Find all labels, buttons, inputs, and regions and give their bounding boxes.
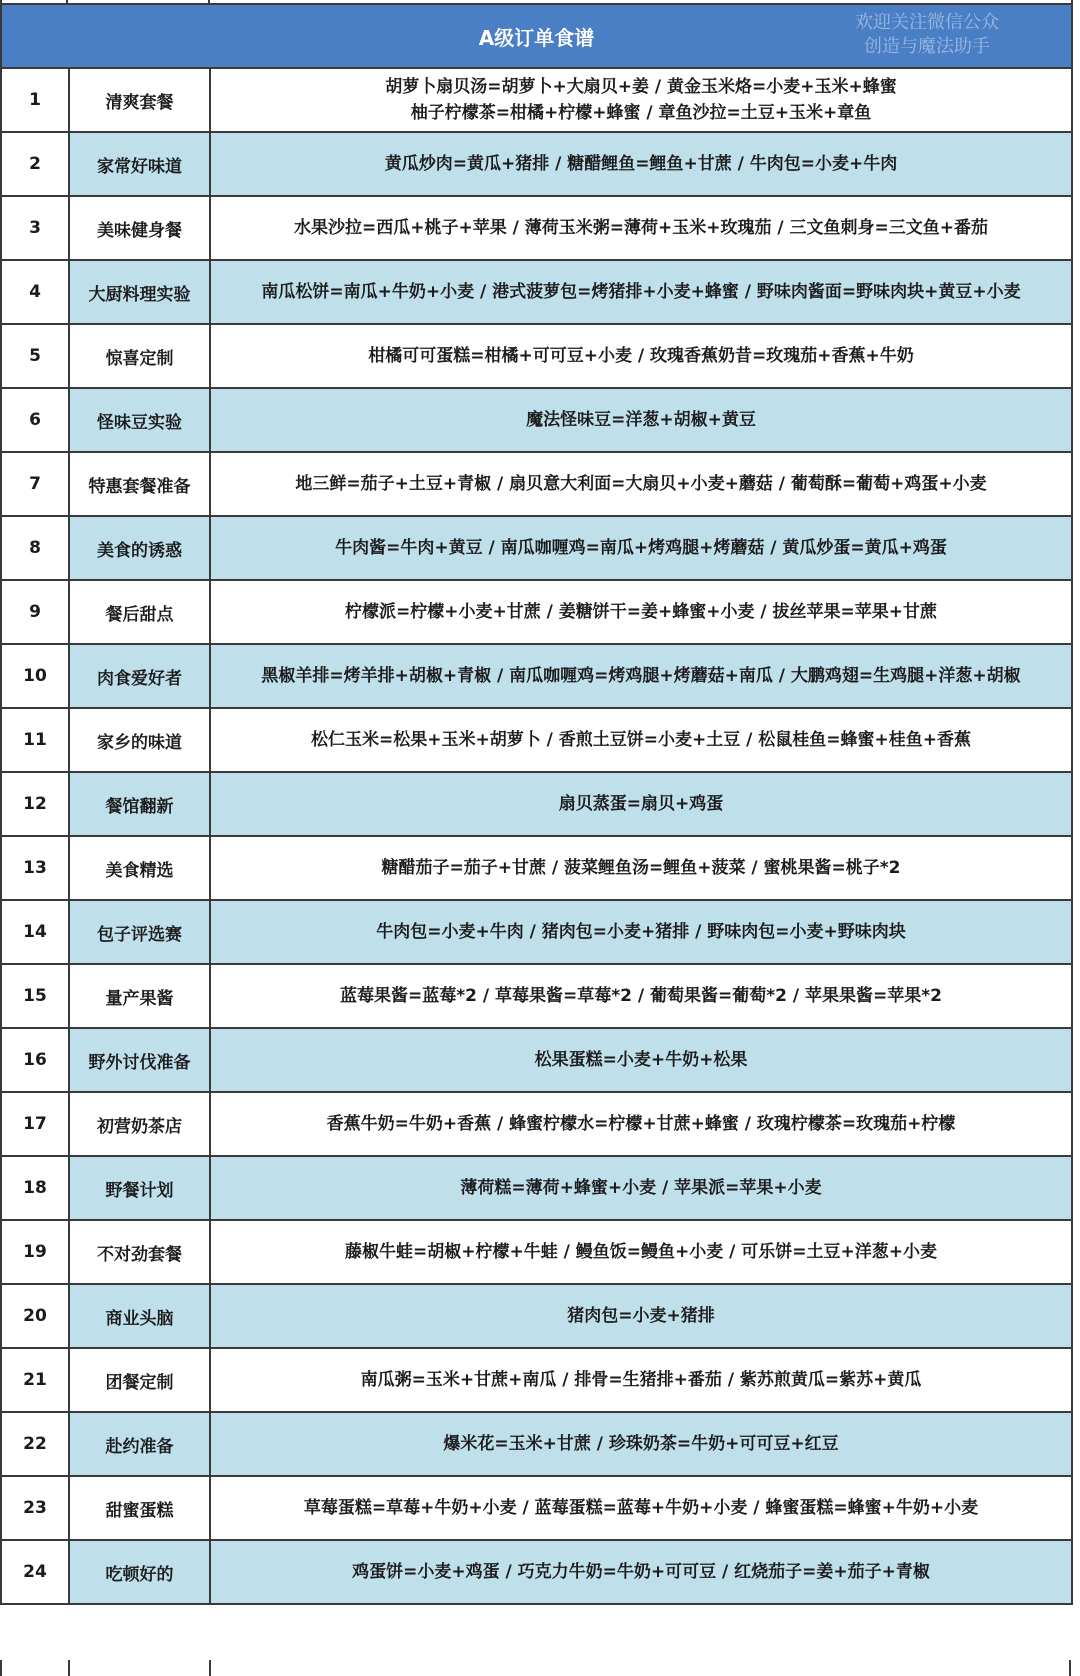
table-row	[1, 708, 1072, 772]
recipe-cell	[210, 1412, 1072, 1476]
table-row	[1, 1284, 1072, 1348]
table-title-cell	[1, 4, 1072, 68]
order-name: 美味健身餐	[69, 196, 210, 260]
row-number: 16	[1, 1028, 69, 1092]
row-number: 19	[1, 1220, 69, 1284]
recipe-line: 南瓜松饼=南瓜+牛奶+小麦 / 港式菠萝包=烤猪排+小麦+蜂蜜 / 野味肉酱面=野味肉块+黄豆+小麦	[261, 282, 1021, 302]
order-name: 不对劲套餐	[69, 1220, 210, 1284]
table-row	[1, 580, 1072, 644]
order-name: 吃顿好的	[69, 1540, 210, 1604]
order-name: 野外讨伐准备	[69, 1028, 210, 1092]
next-row-edge	[0, 1660, 1071, 1676]
order-name: 初营奶茶店	[69, 1092, 210, 1156]
order-name: 餐馆翻新	[69, 772, 210, 836]
row-number: 23	[1, 1476, 69, 1540]
row-number: 24	[1, 1540, 69, 1604]
recipe-cell	[210, 324, 1072, 388]
recipe-cell	[210, 260, 1072, 324]
recipe-line: 薄荷糕=薄荷+蜂蜜+小麦 / 苹果派=苹果+小麦	[460, 1178, 822, 1198]
recipe-line: 柠檬派=柠檬+小麦+甘蔗 / 姜糖饼干=姜+蜂蜜+小麦 / 拔丝苹果=苹果+甘蔗	[344, 602, 938, 622]
order-name: 怪味豆实验	[69, 388, 210, 452]
recipe-line: 鸡蛋饼=小麦+鸡蛋 / 巧克力牛奶=牛奶+可可豆 / 红烧茄子=姜+茄子+青椒	[352, 1562, 930, 1582]
order-name: 团餐定制	[69, 1348, 210, 1412]
watermark-line-2: 创造与魔法助手	[864, 36, 991, 57]
table-row	[1, 388, 1072, 452]
order-name: 惊喜定制	[69, 324, 210, 388]
recipe-line: 牛肉包=小麦+牛肉 / 猪肉包=小麦+猪排 / 野味肉包=小麦+野味肉块	[376, 922, 906, 942]
recipe-table	[0, 3, 1073, 1605]
row-number: 14	[1, 900, 69, 964]
table-row	[1, 1092, 1072, 1156]
recipe-cell	[210, 1476, 1072, 1540]
recipe-cell	[210, 772, 1072, 836]
table-row	[1, 836, 1072, 900]
row-number: 13	[1, 836, 69, 900]
row-number: 5	[1, 324, 69, 388]
table-title-row	[1, 4, 1072, 68]
row-number: 1	[1, 68, 69, 132]
recipe-line: 扇贝蒸蛋=扇贝+鸡蛋	[558, 794, 724, 814]
table-row	[1, 772, 1072, 836]
recipe-cell	[210, 68, 1072, 132]
recipe-line: 胡萝卜扇贝汤=胡萝卜+大扇贝+姜 / 黄金玉米烙=小麦+玉米+蜂蜜	[385, 77, 897, 97]
order-name: 量产果酱	[69, 964, 210, 1028]
table-row	[1, 900, 1072, 964]
order-name: 商业头脑	[69, 1284, 210, 1348]
recipe-cell	[210, 132, 1072, 196]
row-number: 20	[1, 1284, 69, 1348]
order-name: 野餐计划	[69, 1156, 210, 1220]
order-name: 肉食爱好者	[69, 644, 210, 708]
table-row	[1, 516, 1072, 580]
row-number: 18	[1, 1156, 69, 1220]
recipe-cell	[210, 708, 1072, 772]
row-number: 12	[1, 772, 69, 836]
recipe-cell	[210, 1028, 1072, 1092]
table-row	[1, 260, 1072, 324]
table-row	[1, 324, 1072, 388]
recipe-line: 藤椒牛蛙=胡椒+柠檬+牛蛙 / 鳗鱼饭=鳗鱼+小麦 / 可乐饼=土豆+洋葱+小麦	[344, 1242, 938, 1262]
table-row	[1, 1348, 1072, 1412]
order-name: 家乡的味道	[69, 708, 210, 772]
row-number: 21	[1, 1348, 69, 1412]
order-name: 美食的诱惑	[69, 516, 210, 580]
table-row	[1, 68, 1072, 132]
recipe-line: 松果蛋糕=小麦+牛奶+松果	[534, 1050, 748, 1070]
order-name: 赴约准备	[69, 1412, 210, 1476]
table-row	[1, 964, 1072, 1028]
recipe-line: 牛肉酱=牛肉+黄豆 / 南瓜咖喱鸡=南瓜+烤鸡腿+烤蘑菇 / 黄瓜炒蛋=黄瓜+鸡蛋	[335, 538, 947, 558]
row-number: 3	[1, 196, 69, 260]
recipe-line: 香蕉牛奶=牛奶+香蕉 / 蜂蜜柠檬水=柠檬+甘蔗+蜂蜜 / 玫瑰柠檬茶=玫瑰茄+柠檬	[326, 1114, 956, 1134]
recipe-cell	[210, 836, 1072, 900]
table-row	[1, 644, 1072, 708]
row-number: 10	[1, 644, 69, 708]
recipe-cell	[210, 388, 1072, 452]
row-number: 17	[1, 1092, 69, 1156]
recipe-line: 水果沙拉=西瓜+桃子+苹果 / 薄荷玉米粥=薄荷+玉米+玫瑰茄 / 三文鱼刺身=三文鱼+番茄	[293, 218, 989, 238]
watermark-line-1: 欢迎关注微信公众	[855, 12, 1000, 33]
recipe-cell	[210, 1156, 1072, 1220]
row-number: 15	[1, 964, 69, 1028]
order-name: 餐后甜点	[69, 580, 210, 644]
order-name: 清爽套餐	[69, 68, 210, 132]
row-number: 4	[1, 260, 69, 324]
order-name: 甜蜜蛋糕	[69, 1476, 210, 1540]
table-row	[1, 1540, 1072, 1604]
row-number: 11	[1, 708, 69, 772]
row-number: 6	[1, 388, 69, 452]
recipe-line: 黑椒羊排=烤羊排+胡椒+青椒 / 南瓜咖喱鸡=烤鸡腿+烤蘑菇+南瓜 / 大鹏鸡翅=生鸡腿+洋葱+胡椒	[261, 666, 1021, 686]
recipe-cell	[210, 900, 1072, 964]
recipe-line: 蓝莓果酱=蓝莓*2 / 草莓果酱=草莓*2 / 葡萄果酱=葡萄*2 / 苹果果酱=苹果*2	[340, 986, 942, 1006]
row-number: 2	[1, 132, 69, 196]
table-row	[1, 1412, 1072, 1476]
row-number: 7	[1, 452, 69, 516]
recipe-cell	[210, 964, 1072, 1028]
recipe-cell	[210, 1092, 1072, 1156]
table-row	[1, 196, 1072, 260]
order-name: 家常好味道	[69, 132, 210, 196]
table-row	[1, 1476, 1072, 1540]
order-name: 包子评选赛	[69, 900, 210, 964]
recipe-line: 猪肉包=小麦+猪排	[567, 1306, 715, 1326]
table-row	[1, 1220, 1072, 1284]
recipe-cell	[210, 580, 1072, 644]
row-number: 22	[1, 1412, 69, 1476]
recipe-cell	[210, 516, 1072, 580]
recipe-line: 糖醋茄子=茄子+甘蔗 / 菠菜鲤鱼汤=鲤鱼+菠菜 / 蜜桃果酱=桃子*2	[381, 858, 901, 878]
recipe-line: 草莓蛋糕=草莓+牛奶+小麦 / 蓝莓蛋糕=蓝莓+牛奶+小麦 / 蜂蜜蛋糕=蜂蜜+牛奶+小麦	[303, 1498, 979, 1518]
table-row	[1, 1028, 1072, 1092]
watermark	[855, 11, 999, 59]
recipe-line: 柑橘可可蛋糕=柑橘+可可豆+小麦 / 玫瑰香蕉奶昔=玫瑰茄+香蕉+牛奶	[368, 346, 914, 366]
table-row	[1, 452, 1072, 516]
recipe-cell	[210, 1540, 1072, 1604]
table-title: A级订单食谱	[478, 25, 595, 50]
recipe-line: 黄瓜炒肉=黄瓜+猪排 / 糖醋鲤鱼=鲤鱼+甘蔗 / 牛肉包=小麦+牛肉	[384, 154, 898, 174]
recipe-cell	[210, 1284, 1072, 1348]
row-number: 8	[1, 516, 69, 580]
recipe-cell	[210, 644, 1072, 708]
recipe-line: 南瓜粥=玉米+甘蔗+南瓜 / 排骨=生猪排+番茄 / 紫苏煎黄瓜=紫苏+黄瓜	[360, 1370, 922, 1390]
recipe-line: 爆米花=玉米+甘蔗 / 珍珠奶茶=牛奶+可可豆+红豆	[443, 1434, 839, 1454]
table-row	[1, 132, 1072, 196]
order-name: 特惠套餐准备	[69, 452, 210, 516]
recipe-line: 松仁玉米=松果+玉米+胡萝卜 / 香煎土豆饼=小麦+土豆 / 松鼠桂鱼=蜂蜜+桂鱼+香蕉	[310, 730, 972, 750]
recipe-line: 魔法怪味豆=洋葱+胡椒+黄豆	[526, 410, 756, 430]
table-row	[1, 1156, 1072, 1220]
order-name: 美食精选	[69, 836, 210, 900]
recipe-cell	[210, 1348, 1072, 1412]
recipe-line: 柚子柠檬茶=柑橘+柠檬+蜂蜜 / 章鱼沙拉=土豆+玉米+章鱼	[410, 103, 872, 123]
row-number: 9	[1, 580, 69, 644]
recipe-cell	[210, 1220, 1072, 1284]
recipe-line: 地三鲜=茄子+土豆+青椒 / 扇贝意大利面=大扇贝+小麦+蘑菇 / 葡萄酥=葡萄+鸡蛋+小麦	[295, 474, 987, 494]
recipe-cell	[210, 196, 1072, 260]
order-name: 大厨料理实验	[69, 260, 210, 324]
recipe-cell	[210, 452, 1072, 516]
